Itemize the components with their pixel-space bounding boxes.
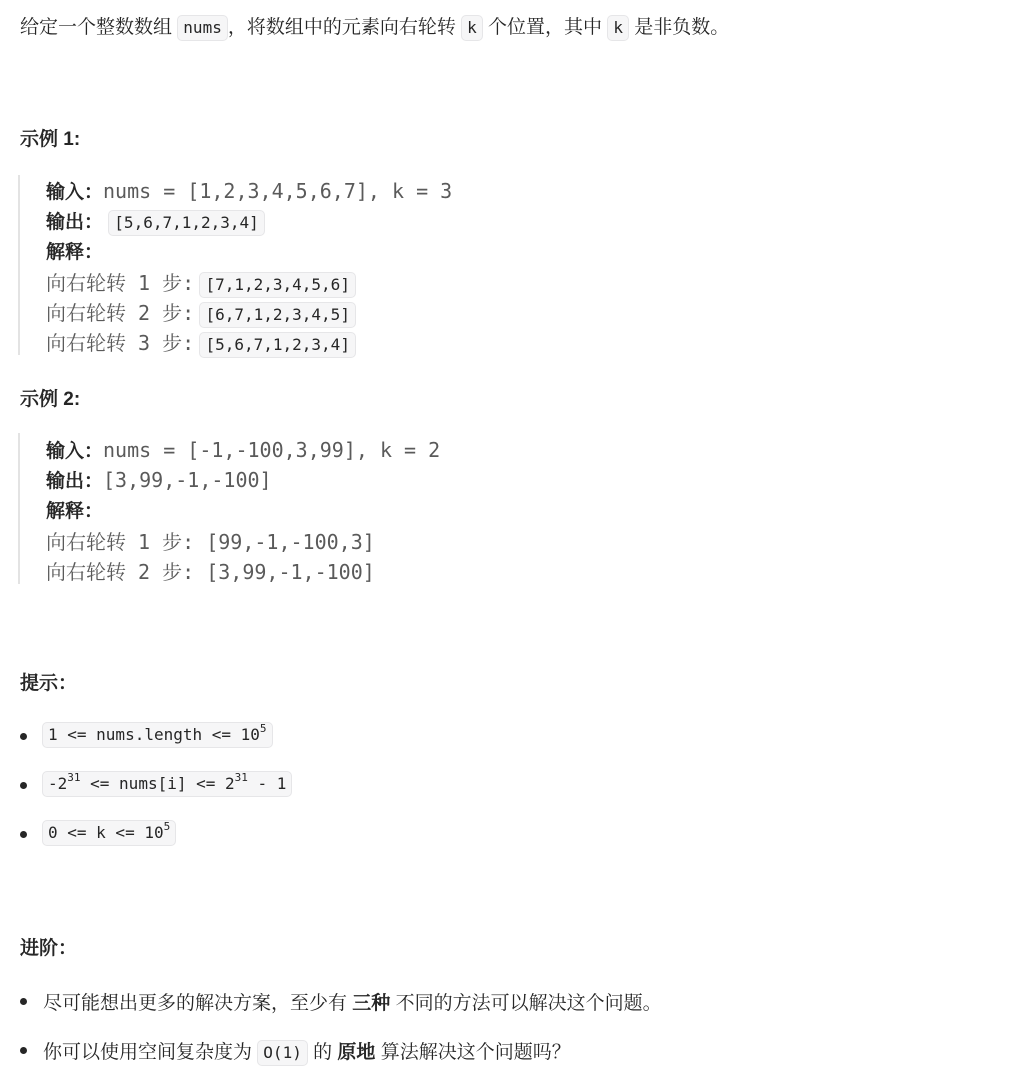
followup-2-text-b: 的 [313,1042,333,1063]
followup-item-2 [43,1037,571,1066]
followup-2-bold: 原地 [337,1042,376,1063]
constraint-1-text: 1 <= nums.length <= 10 [48,725,260,744]
step-value: [6,7,1,2,3,4,5] [199,302,356,328]
intro-text-2: ，将数组中的元素向右轮转 [227,17,456,38]
example-2-step-1: 向右轮转 1 步: [99,-1,-100,3] [46,530,375,554]
step-label: 向右轮转 3 步: [46,331,195,355]
input-label: 输入： [46,441,104,462]
example-1-step-3 [46,327,356,358]
output-label: 输出： [46,471,104,492]
example-2-heading: 示例 2: [20,389,81,410]
example-2-input [46,436,440,463]
code-k-2: k [607,15,629,41]
followup-1-bold: 三种 [352,993,391,1014]
example-2-output [46,466,272,493]
step-value: [5,6,7,1,2,3,4] [199,332,356,358]
example-2-border [18,433,20,584]
bullet-dot [20,1047,27,1054]
example-2-step-2: 向右轮转 2 步: [3,99,-1,-100] [46,560,375,584]
output-label: 输出： [46,212,104,233]
code-k: k [461,15,483,41]
explanation-label: 解释： [46,242,104,263]
constraint-1 [42,722,273,748]
constraint-3-text: 0 <= k <= 10 [48,823,164,842]
constraint-3 [42,820,176,846]
code-nums: nums [177,15,228,41]
example-1-step-2 [46,297,356,328]
bullet-dot [20,733,27,740]
step-value: [7,1,2,3,4,5,6] [199,272,356,298]
constraint-2-text-c: - 1 [247,774,287,793]
input-value: nums = [1,2,3,4,5,6,7], k = 3 [103,179,453,203]
step-label: 向右轮转 2 步: [46,301,195,325]
output-value: [5,6,7,1,2,3,4] [108,210,265,236]
example-1-step-1 [46,267,356,298]
constraint-2 [42,771,292,797]
constraint-2-code [42,771,292,797]
input-label: 输入： [46,182,104,203]
example-1-output [46,207,265,236]
followup-2-code: O(1) [257,1040,308,1066]
followup-2-text-a: 你可以使用空间复杂度为 [43,1042,253,1063]
intro-text-4: 是非负数。 [634,17,730,38]
intro-text-1: 给定一个整数数组 [20,17,173,38]
intro-text-3: 个位置，其中 [488,17,603,38]
input-value: nums = [-1,-100,3,99], k = 2 [103,438,441,462]
constraint-3-exponent: 5 [163,820,171,833]
constraint-2-text-b: <= nums[i] <= 2 [80,774,235,793]
step-label: 向右轮转 1 步: [46,271,195,295]
constraint-1-exponent: 5 [259,722,267,735]
constraint-2-exponent-1: 31 [67,771,81,784]
example-1-input [46,177,452,204]
explanation-label: 解释： [46,501,104,522]
followup-heading: 进阶： [20,938,78,959]
constraint-3-code [42,820,176,846]
bullet-dot [20,782,27,789]
followup-1-text-a: 尽可能想出更多的解决方案，至少有 [43,993,348,1014]
followup-item-1 [43,988,662,1015]
followup-2-text-c: 算法解决这个问题吗？ [380,1042,571,1063]
constraint-1-code [42,722,273,748]
constraint-2-text-a: -2 [48,774,68,793]
intro-paragraph [20,12,729,41]
followup-1-text-b: 不同的方法可以解决这个问题。 [395,993,662,1014]
bullet-dot [20,998,27,1005]
constraint-2-exponent-2: 31 [234,771,248,784]
constraints-heading: 提示： [20,673,78,694]
example-1-border [18,175,20,355]
output-value: [3,99,-1,-100] [103,468,272,492]
bullet-dot [20,831,27,838]
example-1-heading: 示例 1: [20,129,81,150]
